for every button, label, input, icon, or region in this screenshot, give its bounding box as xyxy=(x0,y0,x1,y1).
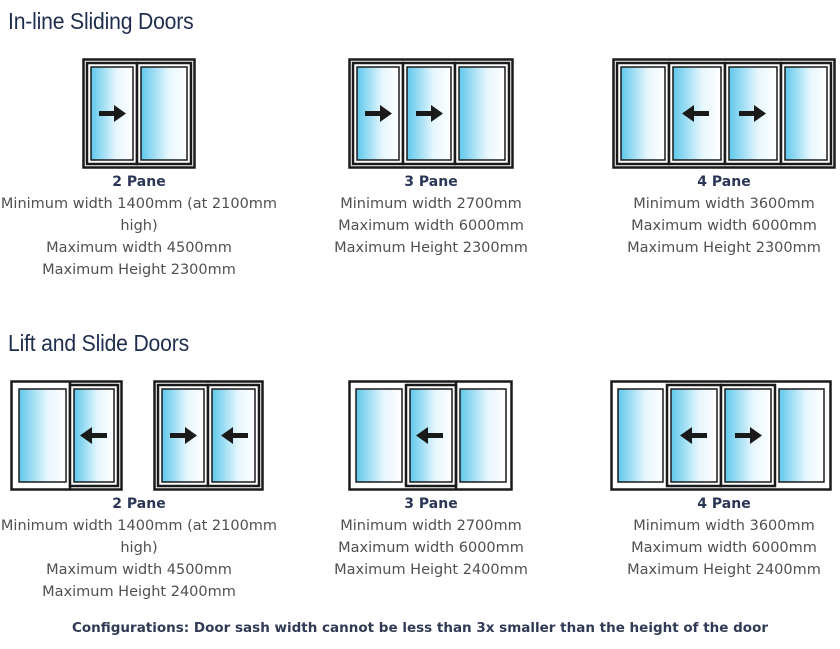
spec-line: Maximum width 4500mm xyxy=(46,562,232,578)
lift-4-pane-caption xyxy=(613,493,835,581)
spec-line: Maximum Height 2300mm xyxy=(334,240,528,256)
spec-line: Maximum width 4500mm xyxy=(46,240,232,256)
configurations-note: Configurations: Door sash width cannot be less than 3x smaller than the height of the door xyxy=(71,620,769,636)
pane xyxy=(137,63,191,164)
spec-line: high) xyxy=(120,540,158,556)
inline-4-pane-caption xyxy=(613,171,835,259)
spec-line: Minimum width 3600mm xyxy=(633,518,815,534)
inline-2-pane-diagram xyxy=(82,58,196,169)
pane-count-label: 4 Pane xyxy=(697,174,751,190)
spec-line: Minimum width 1400mm (at 2100mm xyxy=(0,518,278,534)
pane-count-label: 4 Pane xyxy=(697,496,751,512)
lift-3-pane-diagram xyxy=(348,380,513,491)
spec-line: Maximum Height 2400mm xyxy=(334,562,528,578)
spec-line: Maximum Height 2400mm xyxy=(42,584,236,600)
lift-section-title: Lift and Slide Doors xyxy=(8,330,189,356)
spec-line: Minimum width 1400mm (at 2100mm xyxy=(0,196,278,212)
pane-count-label: 2 Pane xyxy=(112,174,166,190)
lift-4-pane-diagram xyxy=(610,380,832,491)
lift-2-pane-right-diagram xyxy=(153,380,264,491)
spec-line: Minimum width 2700mm xyxy=(340,518,522,534)
spec-line: Maximum Height 2300mm xyxy=(42,262,236,278)
inline-2-pane-caption xyxy=(0,171,278,281)
spec-line: Maximum width 6000mm xyxy=(338,218,524,234)
spec-line: Maximum Height 2300mm xyxy=(627,240,821,256)
spec-line: Minimum width 2700mm xyxy=(340,196,522,212)
lift-2-pane-caption xyxy=(0,493,278,603)
lift-2-pane-left-diagram xyxy=(10,380,123,491)
spec-line: Maximum width 6000mm xyxy=(631,540,817,556)
inline-4-pane-diagram xyxy=(612,58,836,169)
spec-line: Maximum width 6000mm xyxy=(631,218,817,234)
spec-line: Maximum width 6000mm xyxy=(338,540,524,556)
inline-section-title: In-line Sliding Doors xyxy=(8,8,194,34)
spec-line: Maximum Height 2400mm xyxy=(627,562,821,578)
pane-count-label: 2 Pane xyxy=(112,496,166,512)
spec-line: Minimum width 3600mm xyxy=(633,196,815,212)
pane-count-label: 3 Pane xyxy=(404,496,458,512)
spec-line: high) xyxy=(120,218,158,234)
inline-3-pane-caption xyxy=(320,171,542,259)
inline-3-pane-diagram xyxy=(348,58,514,169)
lift-3-pane-caption xyxy=(320,493,542,581)
pane-count-label: 3 Pane xyxy=(404,174,458,190)
